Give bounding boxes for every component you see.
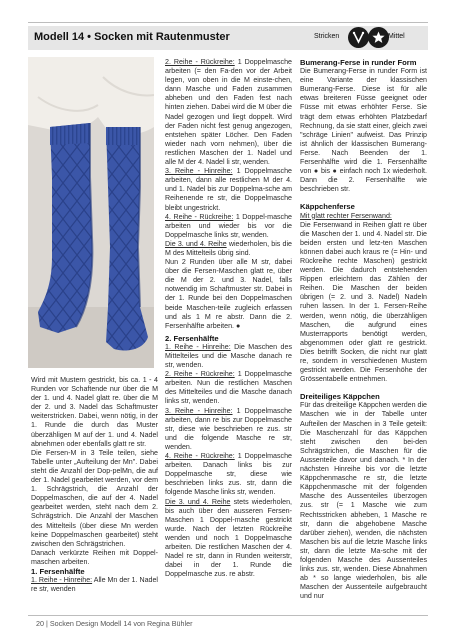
paragraph xyxy=(165,343,292,370)
paragraph xyxy=(165,452,292,497)
column-middle xyxy=(165,58,292,579)
row-text: stets wiederholen, bis auch über den ausseren Fersen-Maschen 1 Doppel-masche gestrickt wurde. Nach der letzten Rückreihe wenden und noch 1 Doppelmasche arbeiten. Die restlichen Maschen der 4. Nadel re str, dann in Runden weiterstr, dabei in der 1. Runde die Doppelmasche zus. re abstr. xyxy=(165,497,293,579)
paragraph: Für das dreiteilige Käppchen werden die Maschen wie in der Tabelle unter Aufteilen der Maschen in 3 Teile geteilt: Die Maschenzahl für das Käppchen steht zwischen den bei-den Schrägstrichen, die Maschen für die Aussenteile davor und danach. * In der nächsten Hinreihe bis vor die letzte Käppchenmasche re str, die letzte Käppchenmasche mit der folgenden Masche des Aussenteiles überzogen zus. str (= 1 Masche wie zum Rechtsstricken abheben, 1 Masche re str, dann die abgehobene Masche darüber ziehen), wenden, die nächsten Maschen bis auf die letzte Masche links str, dann die letzte Ma-sche mit der folgenden Masche des Aussenteiles links zus. str, wenden. Diese Abnahmen ab * so lange wiederholen, bis alle Maschen der Aussenteile aufgebraucht und nur xyxy=(300,401,427,601)
page-header xyxy=(28,26,428,50)
row-label: 4. Reihe - Rückreihe: xyxy=(165,452,235,461)
paragraph: Die Fersenwand in Reihen glatt re über die Maschen der 1. und 4. Nadel str. Die beiden ersten und letz-ten Maschen können dabei auch kraus re (= Hin- und Rückreihe rechte Maschen) gestrickt werden. Die dadurch entstehenden Rippen erleichtern das Zählen der Reihen. Die Maschen der beiden übrigen (= 2. und 3. Nadel) Nadeln ruhen lassen. In der 1. Fersen-Reihe werden, wenn nötig, die überzähligen Maschen, die aufgrund eines Musterrapports benötigt werden, abgenommen oder glatt re gestrickt. Dies betrifft Socken, die nicht nur glatt re, sondern in verschiedenen Mustern gestrickt werden. Die Fersenhöhe der Grössentabelle entnehmen. xyxy=(300,220,427,384)
row-label: 1. Reihe - Hinreihe: xyxy=(165,342,231,351)
paragraph xyxy=(165,58,292,167)
row-text: 1 Doppelmasche arbeiten. Nun die restlichen Maschen des Mittelteiles und die Masche danach links str, wenden. xyxy=(165,370,292,406)
row-text: Die Maschen des Mittelteiles und die Masche danach re str, wenden. xyxy=(165,342,292,370)
row-text: 1 Doppel-masche arbeiten und wieder bis vor die Doppelmasche links str, wenden. xyxy=(165,212,292,239)
row-text: 1 Doppelmasche arbeiten (= den Fa-den vor der Arbeit legen, von oben in die M einste-chen, dann Masche und Faden zusammen abheben und den Faden fest nach hinten ziehen. Dabei wird die M über die Nadel gezogen und liegt doppelt. Wird der Faden nicht fest genug angezogen, entstehen später Löcher. Den Faden wieder nach vorn nehmen), über die restlichen Maschen der 1. Nadel und alle M der 4. Nadel li str, wenden. xyxy=(165,58,292,167)
column-right xyxy=(300,58,427,601)
row-text: Alle Mn der 1. Nadel re str, wenden xyxy=(31,576,158,594)
row-label: 2. Reihe - Rückreihe: xyxy=(165,58,235,66)
row-text: wiederholen, bis die M des Mittelteils übrig sind. xyxy=(165,239,292,257)
row-label: 3. Reihe - Hinreihe: xyxy=(165,406,233,415)
star-difficulty-icon xyxy=(368,27,389,48)
row-label: Mit glatt rechter Fersenwand: xyxy=(300,211,392,220)
footer-rule xyxy=(28,615,428,616)
level-label-left: Stricken xyxy=(314,33,340,40)
section-heading: Dreiteiliges Käppchen xyxy=(300,392,380,402)
row-label: Die 3. und 4. Reihe xyxy=(165,239,227,248)
row-label: 4. Reihe - Rückreihe: xyxy=(165,212,234,221)
section-heading: Käppchenferse xyxy=(300,202,355,212)
paragraph: Nun 2 Runden über alle M str, dabei über die Fersen-Maschen glatt re, über die M der 2. und 3. Nadel, falls notwendig im Schaftmuster str. Dabei in der 1. Runde bei den Doppelmaschen beide Maschen-teile zugleich erfassen und als 1 M re abstr. Dann die 2. Fersenhälfte arbeiten. ● xyxy=(165,258,292,330)
row-text: 1 Doppelmasche arbeiten, dann re bis zur Doppelmasche str, diese wie beschrieben re zus. str und die folgende Masche re str, wenden. xyxy=(165,406,292,451)
row-label: Die 3. und 4. Reihe xyxy=(165,497,231,506)
paragraph: Die Fersen-M in 3 Teile teilen, siehe Tabelle unter „Aufteilung der Mn". Dabei steht die Anzahl der Dop-pelMn, die auf der 1. Nadel gearbeitet werden, vor dem 1. Schrägstrich, die Anzahl der Doppelmaschen, die auf der 4. Nadel gearbeitet werden, steht nach dem 2. Schrägstrich. Die Anzahl der Maschen des Mittelteils (über diese Mn werden keine Doppelmaschen gearbeitet) steht zwischen den Schrägstrichen. xyxy=(31,448,158,548)
paragraph xyxy=(300,212,427,221)
top-rule xyxy=(28,22,428,23)
paragraph xyxy=(165,240,292,258)
paragraph xyxy=(165,407,292,452)
paragraph: Wird mit Mustern gestrickt, bis ca. 1 - 4 Runden vor Schaftende nur über die M der 1. und 4. Nadel glatt re. über die M der 2. und 3. Nadel das Schaftmuster weiterstricken. Dabei, wenn nötig, in der 1. Runde die durch das Muster überzähligen M auf der 1. und 4. Nadel abnehmen oder ebenfalls glatt re str. xyxy=(31,376,158,448)
row-label: 3. Reihe - Hinreihe: xyxy=(165,167,233,176)
knitting-needles-icon xyxy=(348,27,369,48)
column-left xyxy=(31,376,158,594)
row-text: 1 Doppelmasche arbeiten, dann alle restlichen M der 4. und 1. Nadel bis zur Doppelma-sche am Reihenende re str, die Doppelmasche bleibt ungestrickt. xyxy=(165,167,292,212)
row-label: 2. Reihe - Rückreihe: xyxy=(165,370,235,379)
row-text: 1 Doppelmasche arbeiten. Danach links bis zur Doppelmasche str, diese wie beschrieben links zus. str, dann die folgende Masche links str, wenden. xyxy=(165,452,292,497)
row-label: 1. Reihe - Hinreihe: xyxy=(31,576,93,585)
paragraph xyxy=(165,370,292,406)
paragraph xyxy=(31,576,158,594)
paragraph xyxy=(165,167,292,212)
page-title: Modell 14 • Socken mit Rautenmuster xyxy=(34,31,230,43)
paragraph: Danach verkürzte Reihen mit Doppel-maschen arbeiten. xyxy=(31,548,158,566)
paragraph: Die Bumerang-Ferse in runder Form ist eine Variante der klassischen Bumerang-Ferse. Diese ist für alle etwas breiteren Füsse geeignet oder Füsse mit etwas erhöhter Ferse. Sie trägt dem etwas erhöhten Platzbedarf Rechnung, da sie statt einer, gleich zwei "schräge Linien" aufweist. Das Prinzip ist ähnlich der klassischen Bumerang-Ferse. Nach Beenden der 1. Fersenhälfte wird die 1. Fersenhälfte von ● bis ● einfach noch 1x wiederholt. Dann die 2. Fersenhälfte wie beschrieben str. xyxy=(300,67,427,194)
section-heading: 1. Fersenhälfte xyxy=(31,566,85,576)
paragraph xyxy=(165,213,292,240)
page-footer: 20 | Socken Design Modell 14 von Regina Bühler xyxy=(36,619,193,628)
sock-photo xyxy=(28,57,154,368)
section-heading: 2. Fersenhälfte xyxy=(165,333,219,343)
level-label-right: Mittel xyxy=(388,33,405,40)
paragraph xyxy=(165,498,292,580)
section-heading: Bumerang-Ferse in runder Form xyxy=(300,58,417,67)
